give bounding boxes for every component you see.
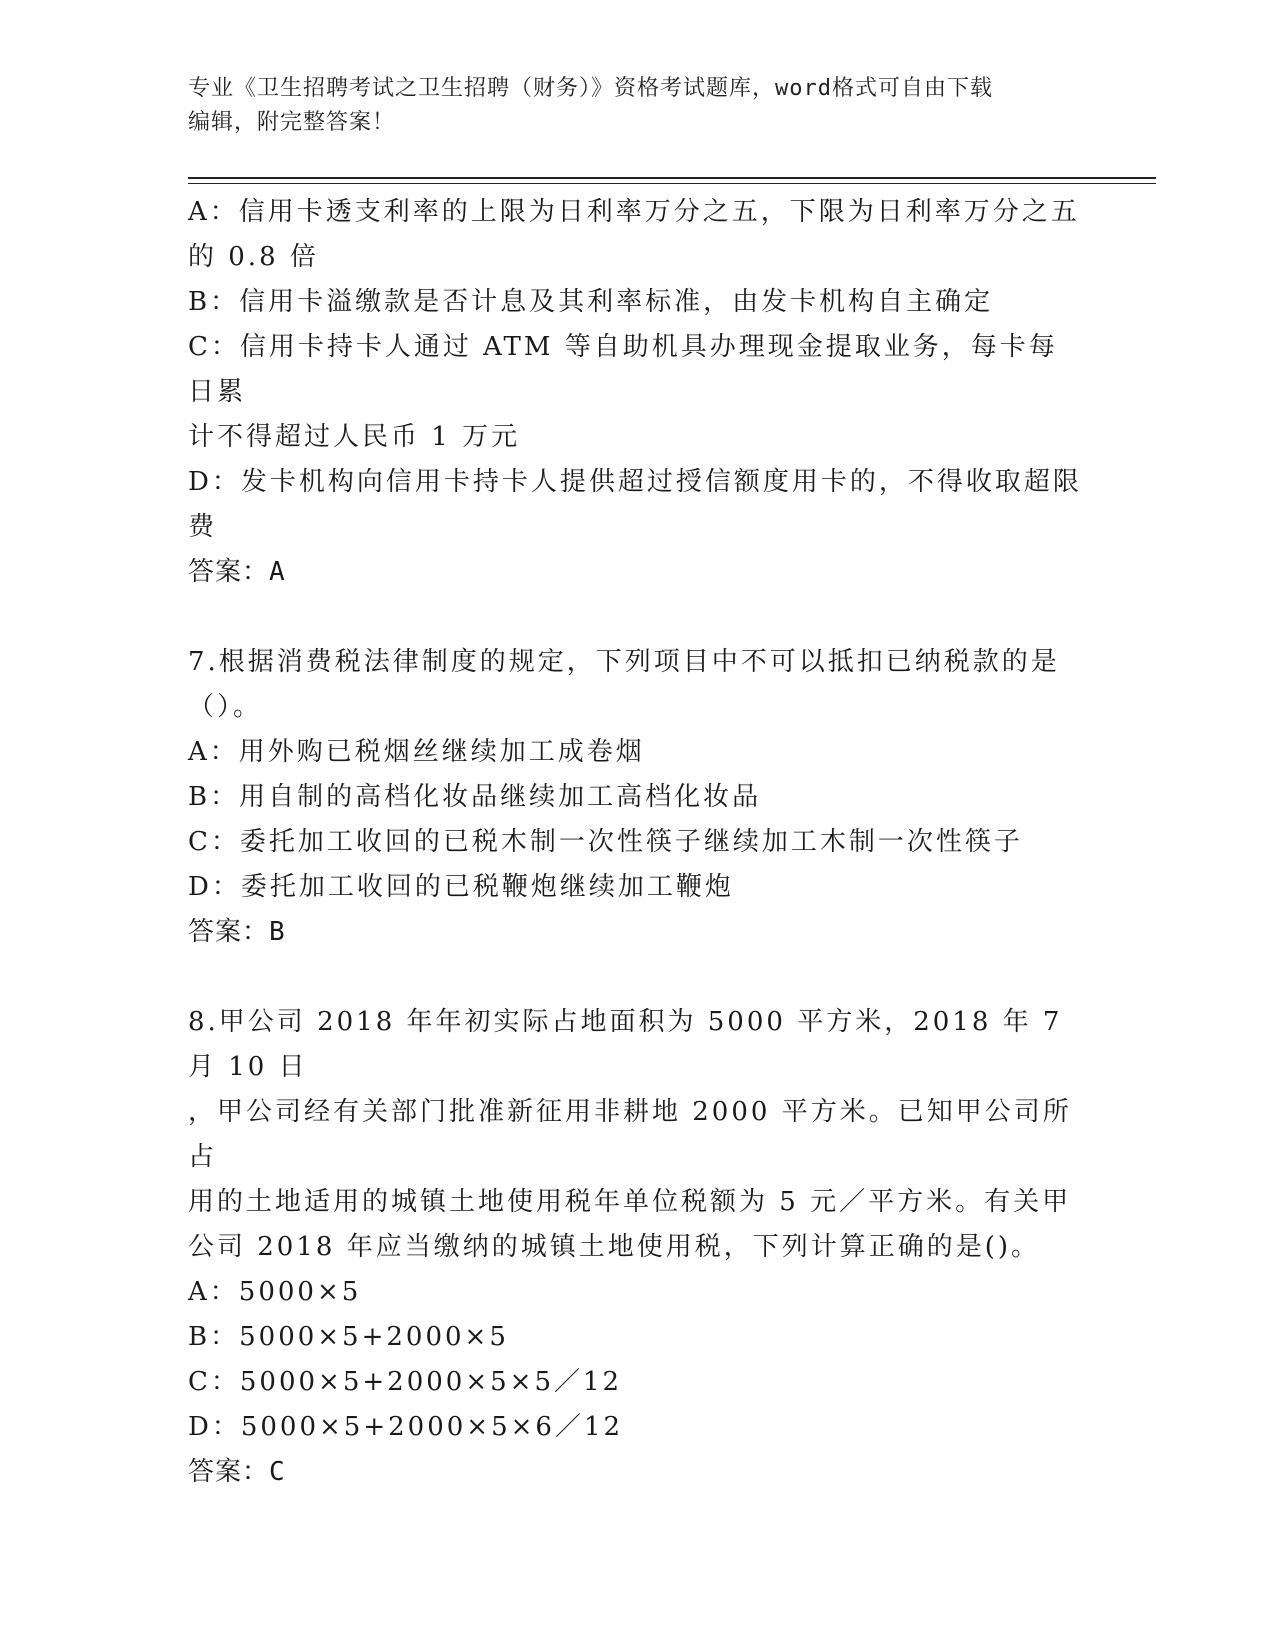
question-stem-line: ，甲公司经有关部门批准新征用非耕地 2000 平方米。已知甲公司所占 — [188, 1097, 1072, 1172]
question-8 — [188, 1000, 1083, 1495]
option-c: C：委托加工收回的已税木制一次性筷子继续加工木制一次性筷子 — [188, 827, 1023, 857]
spacer — [188, 595, 1083, 640]
header-line-1: 专业《卫生招聘考试之卫生招聘（财务）》资格考试题库，word格式可自由下载 — [188, 76, 993, 101]
question-stem-line: 用的土地适用的城镇土地使用税年单位税额为 5 元／平方米。有关甲 — [188, 1187, 1072, 1217]
question-7 — [188, 640, 1083, 955]
header-line-2: 编辑，附完整答案！ — [188, 110, 396, 135]
option-c — [188, 325, 1083, 460]
option-b — [188, 280, 1083, 325]
header-divider-thick — [188, 177, 1156, 179]
option-b: B：用自制的高档化妆品继续加工高档化妆品 — [188, 782, 762, 812]
option-d — [188, 460, 1083, 550]
option-b: B：5000×5+2000×5 — [188, 1322, 509, 1352]
question-stem-line: 公司 2018 年应当缴纳的城镇土地使用税，下列计算正确的是()。 — [188, 1232, 1040, 1262]
question-stem-line: 8.甲公司 2018 年年初实际占地面积为 5000 平方米，2018 年 7 月 10 日 — [188, 1007, 1074, 1082]
option-a: A：5000×5 — [188, 1277, 362, 1307]
answer-label: 答案：C — [188, 1457, 286, 1487]
document-header — [188, 72, 1088, 140]
option-a — [188, 190, 1083, 280]
question-6 — [188, 190, 1083, 595]
header-divider-thin — [188, 183, 1156, 184]
option-line: 计不得超过人民币 1 万元 — [188, 422, 521, 452]
spacer — [188, 955, 1083, 1000]
question-stem-line: （）。 — [188, 692, 263, 722]
question-content — [188, 190, 1083, 1495]
option-line: B：信用卡溢缴款是否计息及其利率标准，由发卡机构自主确定 — [188, 287, 994, 317]
option-line: 费 — [188, 512, 218, 542]
option-line: 的 0.8 倍 — [188, 242, 319, 272]
question-stem-line: 7.根据消费税法律制度的规定，下列项目中不可以抵扣已纳税款的是 — [188, 647, 1060, 677]
answer-label: 答案：A — [188, 557, 286, 587]
option-c: C：5000×5+2000×5×5／12 — [188, 1367, 623, 1397]
answer-label: 答案：B — [188, 917, 286, 947]
option-line: C：信用卡持卡人通过 ATM 等自助机具办理现金提取业务，每卡每日累 — [188, 332, 1058, 407]
option-line: A：信用卡透支利率的上限为日利率万分之五，下限为日利率万分之五 — [188, 197, 1080, 227]
option-a: A：用外购已税烟丝继续加工成卷烟 — [188, 737, 645, 767]
option-d: D：委托加工收回的已税鞭炮继续加工鞭炮 — [188, 872, 734, 902]
option-d: D：5000×5+2000×5×6／12 — [188, 1412, 624, 1442]
option-line: D：发卡机构向信用卡持卡人提供超过授信额度用卡的，不得收取超限 — [188, 467, 1082, 497]
